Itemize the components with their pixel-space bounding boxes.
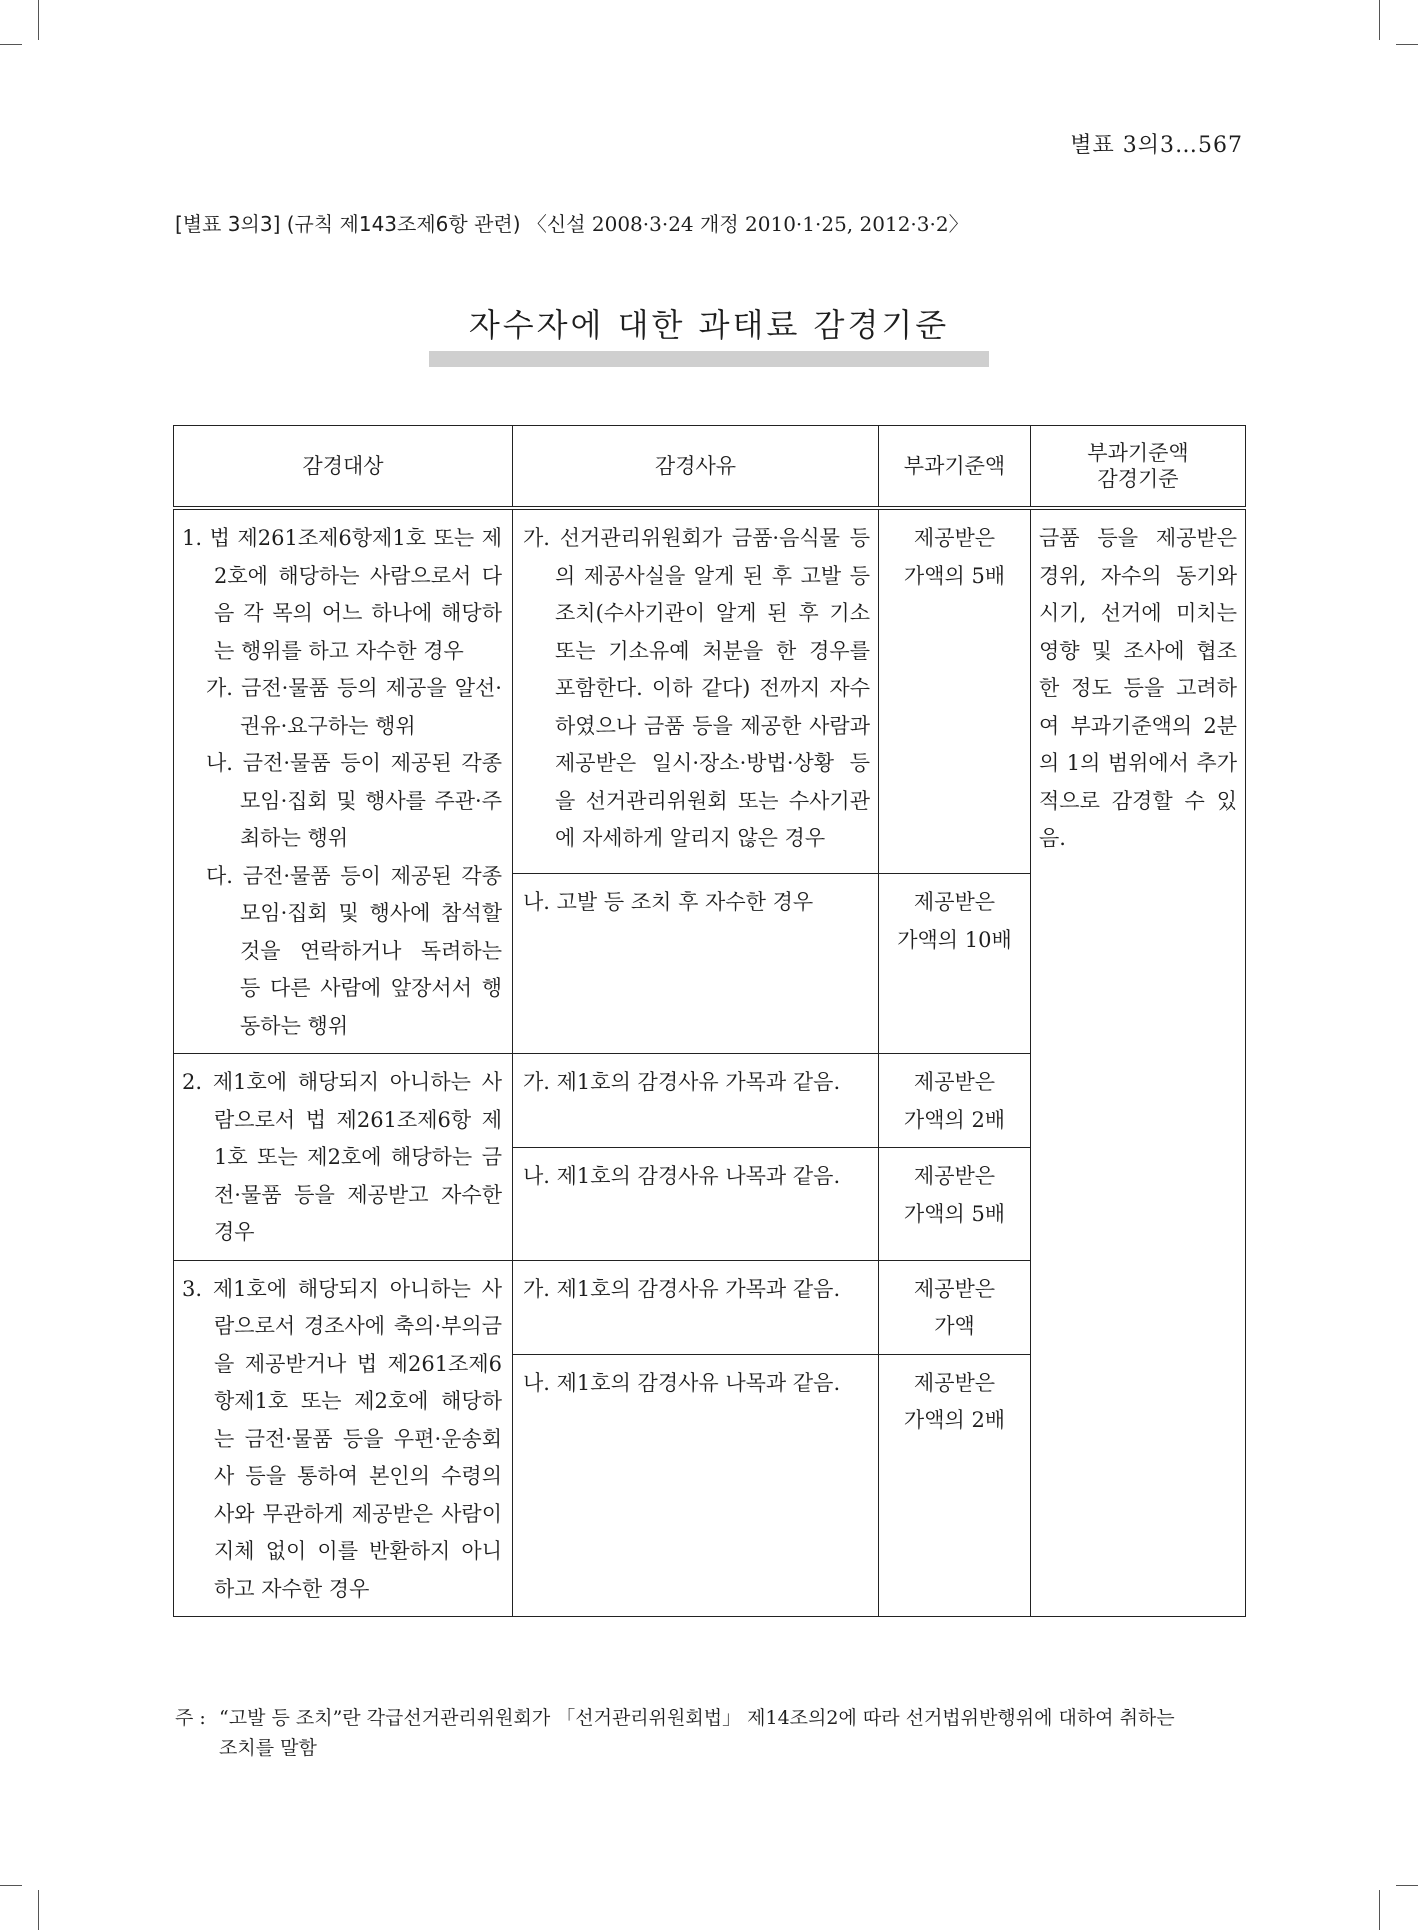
crop-mark-top-left-h [0,44,22,45]
crop-mark-bottom-right-v [1379,1890,1380,1930]
target-main-1: 1. 법 제261조제6항제1호 또는 제2호에 해당하는 사람으로서 다음 각 목의 어느 하나에 해당하는 행위를 하고 자수한 경우 [182,526,502,663]
footnote [175,1703,1247,1763]
target-item-1a: 가. 금전·물품 등의 제공을 알선·권유·요구하는 행위 [206,676,502,738]
annex-header [175,208,969,237]
amount-1a-line1: 제공받은 [913,526,996,550]
reason-text-3a: 가. 제1호의 감경사유 가목과 같음. [523,1276,841,1301]
header-amount: 부과기준액 [879,426,1031,509]
crop-mark-bottom-left-v [38,1890,39,1930]
reason-cell-1b [513,874,879,1054]
page-reference: 별표 3의3…567 [1070,133,1243,158]
reason-text-2a: 가. 제1호의 감경사유 가목과 같음. [523,1070,841,1094]
amount-2a-line2: 가액의 2배 [903,1107,1006,1132]
table-header-row [174,426,1246,509]
crop-mark-top-right-h [1396,44,1418,45]
amount-1b-line2: 가액의 10배 [897,927,1012,952]
amount-3b-line2: 가액의 2배 [903,1408,1006,1432]
crop-mark-bottom-left-h [0,1885,22,1886]
annex-history: 〈신설 2008·3·24 개정 2010·1·25, 2012·3·2〉 [526,212,969,236]
crop-mark-top-left-v [38,0,39,40]
annex-tag: [별표 3의3] (규칙 제143조제6항 관련) [175,212,521,236]
amount-cell-1b [879,874,1031,1054]
table-row [174,508,1246,874]
header-criteria-line1: 부과기준액 [1087,441,1189,465]
amount-1a-line2: 가액의 5배 [903,563,1006,588]
amount-cell-2a [879,1054,1031,1148]
footnote-line1 [175,1703,1247,1733]
target-item-1c: 다. 금전·물품 등이 제공된 각종 모임·집회 및 행사에 참석할 것을 연락하거나 독려하는 등 다른 사람에 앞장서서 행동하는 행위 [206,863,502,1038]
target-main-3: 3. 제1호에 해당되지 아니하는 사람으로서 경조사에 축의·부의금을 제공받거나 법 제261조제6항제1호 또는 제2호에 해당하는 금전·물품 등을 우편·운송회사 등을 통하여 본인의 수령의사와 무관하게 제공받은 사람이 지체 없이 이를 반환하지 아니하고 자수한 경우 [182,1276,502,1601]
target-cell-2 [174,1054,513,1261]
footnote-text: “고발 등 조치”란 각급선거관리위원회가 「선거관리위원회법」 제14조의2에 따라 선거법위반행위에 대하여 취하는 [219,1707,1175,1729]
header-criteria [1031,426,1246,509]
criteria-text: 금품 등을 제공받은 경위, 자수의 동기와 시기, 선거에 미치는 영향 및 조사에 협조한 정도 등을 고려하여 부과기준액의 2분의 1의 범위에서 추가적으로 감경할 수 있음. [1039,526,1237,850]
crop-mark-top-right-v [1379,0,1380,40]
reason-text-2b: 나. 제1호의 감경사유 나목과 같음. [523,1164,841,1188]
amount-cell-3b [879,1354,1031,1617]
amount-cell-2b [879,1148,1031,1261]
criteria-cell [1031,508,1246,1617]
reason-cell-3a [513,1260,879,1354]
page-title: 자수자에 대한 과태료 감경기준 [468,306,950,344]
amount-3a-line2: 가액 [934,1314,975,1338]
title-underline-bar [429,351,989,367]
amount-2a-line1: 제공받은 [913,1070,996,1094]
penalty-reduction-table [173,425,1246,1617]
amount-cell-1a [879,508,1031,874]
reason-cell-1a [513,508,879,874]
target-item-1b: 나. 금전·물품 등이 제공된 각종 모임·집회 및 행사를 주관·주최하는 행위 [206,751,502,850]
reason-text-1a: 가. 선거관리위원회가 금품·음식물 등의 제공사실을 알게 된 후 고발 등 조치(수사기관이 알게 된 후 기소 또는 기소유예 처분을 한 경우를 포함한다. 이하 같다) 전까지 자수하였으나 금품 등을 제공한 사람과 제공받은 일시·장소·방법·상황 등을 선거관리위원회 또는 수사기관에 자세하게 알리지 않은 경우 [523,526,870,850]
amount-3b-line1: 제공받은 [913,1370,996,1395]
reason-cell-3b [513,1354,879,1617]
amount-cell-3a [879,1260,1031,1354]
amount-1b-line1: 제공받은 [913,890,996,914]
crop-mark-bottom-right-h [1396,1885,1418,1886]
header-reason: 감경사유 [513,426,879,509]
footnote-mark: 주 : [175,1707,206,1729]
target-main-2: 2. 제1호에 해당되지 아니하는 사람으로서 법 제261조제6항 제1호 또는 제2호에 해당하는 금전·물품 등을 제공받고 자수한 경우 [182,1070,502,1244]
header-target: 감경대상 [174,426,513,509]
footnote-continuation: 조치를 말함 [219,1737,317,1759]
reason-cell-2b [513,1148,879,1261]
amount-3a-line1: 제공받은 [913,1276,996,1301]
reason-text-3b: 나. 제1호의 감경사유 나목과 같음. [523,1370,841,1395]
amount-2b-line1: 제공받은 [913,1164,996,1188]
header-criteria-line2: 감경기준 [1097,467,1179,491]
reason-cell-2a [513,1054,879,1148]
reason-text-1b: 나. 고발 등 조치 후 자수한 경우 [523,890,814,914]
target-cell-1 [174,508,513,1054]
target-cell-3 [174,1260,513,1617]
amount-2b-line2: 가액의 5배 [903,1201,1006,1226]
